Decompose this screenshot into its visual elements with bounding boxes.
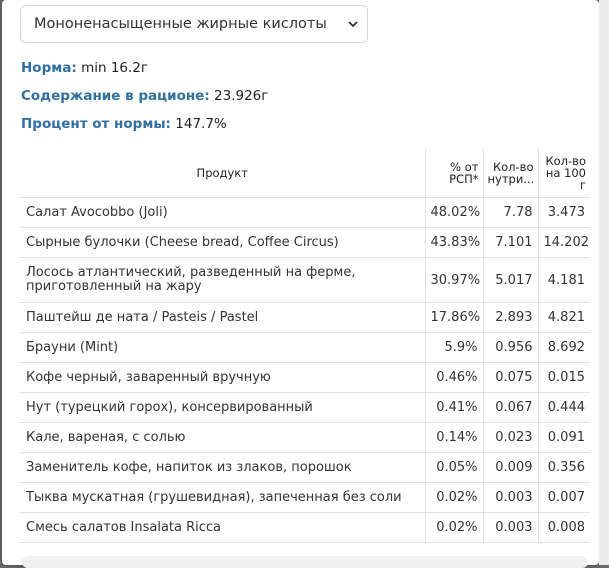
chevron-down-icon — [347, 18, 359, 30]
cell-product: Кофе черный, заваренный вручную — [20, 363, 425, 393]
cell-per100: 0.015 — [538, 363, 590, 393]
cell-pct: 0.05% — [425, 453, 483, 483]
footer-bar — [22, 556, 588, 568]
cell-product: Сырные булочки (Cheese bread, Coffee Circus) — [20, 228, 425, 258]
table-row — [20, 303, 590, 333]
cell-pct: 5.9% — [425, 333, 483, 363]
table-row — [20, 198, 590, 228]
cell-per100: 4.821 — [538, 303, 590, 333]
cell-per100: 3.473 — [538, 198, 590, 228]
cell-per100: 0.444 — [538, 393, 590, 423]
cell-per100: 8.692 — [538, 333, 590, 363]
cell-pct: 48.02% — [425, 198, 483, 228]
cell-product: Брауни (Mint) — [20, 333, 425, 363]
percent-label: Процент от нормы: — [21, 116, 171, 132]
cell-amount: 0.003 — [483, 483, 538, 513]
cell-per100: 0.091 — [538, 423, 590, 453]
cell-product: Лосось атлантический, разведенный на ферме, приготовленный на жару — [20, 258, 425, 303]
cell-amount: 7.78 — [483, 198, 538, 228]
column-header-pct[interactable]: % от РСП* — [425, 148, 483, 198]
cell-per100: 14.202 — [538, 228, 590, 258]
column-header-per100[interactable]: Кол-во на 100 г — [538, 148, 590, 198]
cell-pct: 17.86% — [425, 303, 483, 333]
norm-label: Норма: — [21, 60, 77, 76]
column-header-amount[interactable]: Кол-во нутри... — [483, 148, 538, 198]
cell-product: Смесь салатов Insalata Ricca — [20, 513, 425, 543]
nutrient-select-value: Мононенасыщенные жирные кислоты — [34, 16, 327, 32]
cell-per100: 0.007 — [538, 483, 590, 513]
cell-product: Нут (турецкий горох), консервированный — [20, 393, 425, 423]
cell-product: Заменитель кофе, напиток из злаков, порошок — [20, 453, 425, 483]
cell-amount: 0.075 — [483, 363, 538, 393]
norm-line — [21, 60, 148, 76]
table-row — [20, 423, 590, 453]
cell-amount: 0.009 — [483, 453, 538, 483]
cell-pct: 0.02% — [425, 513, 483, 543]
content-line — [21, 88, 268, 104]
content-value: 23.926г — [214, 88, 269, 104]
cell-product: Салат Avocobbo (Joli) — [20, 198, 425, 228]
table-row — [20, 513, 590, 543]
cell-pct: 0.14% — [425, 423, 483, 453]
norm-value: min 16.2г — [81, 60, 148, 76]
cell-amount: 0.003 — [483, 513, 538, 543]
cell-product: Паштейш де ната / Pasteis / Pastel — [20, 303, 425, 333]
cell-per100: 0.356 — [538, 453, 590, 483]
cell-amount: 2.893 — [483, 303, 538, 333]
content-label: Содержание в рационе: — [21, 88, 210, 104]
percent-line — [21, 116, 227, 132]
cell-pct: 30.97% — [425, 258, 483, 303]
cell-pct: 0.46% — [425, 363, 483, 393]
cell-pct: 43.83% — [425, 228, 483, 258]
table-row — [20, 258, 590, 303]
table-row — [20, 483, 590, 513]
table-row — [20, 453, 590, 483]
column-header-product[interactable]: Продукт — [20, 148, 425, 198]
cell-pct: 0.41% — [425, 393, 483, 423]
table-row — [20, 228, 590, 258]
cell-product: Тыква мускатная (грушевидная), запеченная без соли — [20, 483, 425, 513]
cell-amount: 0.023 — [483, 423, 538, 453]
table-header-row — [20, 148, 590, 198]
products-table — [20, 148, 590, 543]
table-row — [20, 363, 590, 393]
table-row — [20, 333, 590, 363]
cell-per100: 4.181 — [538, 258, 590, 303]
page-edge — [599, 0, 609, 565]
table-row — [20, 393, 590, 423]
cell-pct: 0.02% — [425, 483, 483, 513]
cell-amount: 0.956 — [483, 333, 538, 363]
cell-per100: 0.008 — [538, 513, 590, 543]
nutrient-panel — [2, 0, 599, 565]
cell-amount: 7.101 — [483, 228, 538, 258]
nutrient-select[interactable] — [20, 5, 368, 43]
cell-amount: 5.017 — [483, 258, 538, 303]
cell-product: Кале, вареная, с солью — [20, 423, 425, 453]
cell-amount: 0.067 — [483, 393, 538, 423]
percent-value: 147.7% — [175, 116, 227, 132]
